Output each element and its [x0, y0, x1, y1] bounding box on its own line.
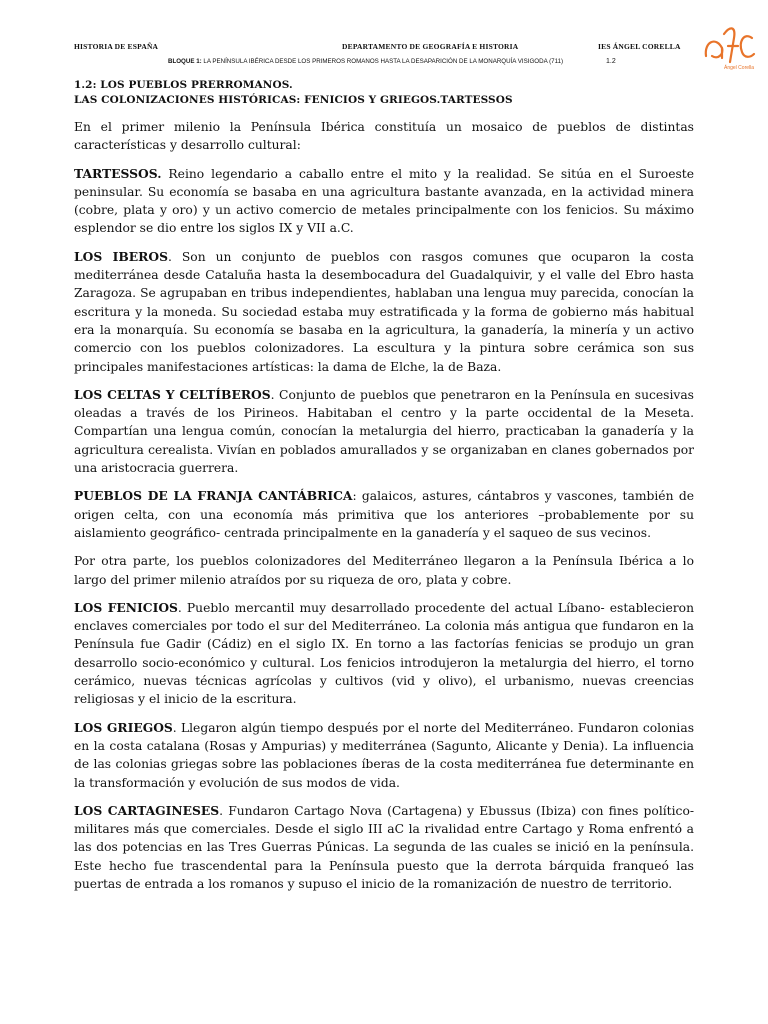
block-label: BLOQUE 1: [168, 58, 202, 65]
paragraph-tartessos [74, 165, 694, 238]
paragraph-griegos [74, 719, 694, 792]
school-logo [700, 12, 756, 72]
text-fenicios: . Pueblo mercantil muy desarrollado procedente del actual Líbano- establecieron enclaves comerciales por todo el sur del Mediterráneo. La colonia más antigua que fundaron en la Península fue Gadir (Cádiz) en el siglo IX. En torno a las factorías fenicias se produjo un gran desarrollo socio-económico y cultural. Los fenicios introdujeron la metalurgia del hierro, el torno cerámico, nuevas técnicas agrícolas y cultivos (vid y olivo), el urbanismo, nuevas creencias religiosas y el inicio de la escritura. [74, 600, 694, 707]
document-body [74, 78, 694, 903]
title-number: 1.2 [74, 79, 93, 91]
text-cantabrica: : galaicos, astures, cántabros y vascones, también de origen celta, con una economía más primitiva que los anteriores –probablemente por su aislamiento geográfico- centrada principalmente en la ganadería y el saqueo de sus vecinos. [74, 489, 694, 540]
header-school: IES ÁNGEL CORELLA [598, 42, 681, 51]
section-title [74, 78, 694, 108]
paragraph-intro: En el primer milenio la Península Ibérica constituía un mosaico de pueblos de distintas características y desarrollo cultural: [74, 120, 694, 153]
text-celtas: . Conjunto de pueblos que penetraron en la Península en sucesivas oleadas a través de los Pirineos. Habitaban el centro y la parte occidental de la Meseta. Compartían una lengua común, conocían la metalurgia del hierro, practicaban la ganadería y la agricultura cerealista. Vivían en poblados amurallados y se organizaban en clanes gobernados por una aristocracia guerrera. [74, 387, 694, 476]
page-number: 1.2 [606, 58, 616, 65]
paragraph-fenicios [74, 599, 694, 709]
text-iberos: . Son un conjunto de pueblos con rasgos comunes que ocuparon la costa mediterránea desde Cataluña hasta la desembocadura del Guadalquivir, y el valle del Ebro hasta Zaragoza. Se agrupaban en tribus independientes, hablaban una lengua muy parecida, conocían la escritura y la moneda. Su sociedad estaba muy estratificada y la forma de gobierno más habitual era la monarquía. Su economía se basaba en la agricultura, la ganadería, la minería y un activo comercio con los pueblos colonizadores. La escultura y la pintura sobre cerámica son sus principales manifestaciones artísticas: la dama de Elche, la de Baza. [74, 249, 694, 374]
title-line-1: : LOS PUEBLOS PRERROMANOS. [92, 79, 293, 91]
paragraph-iberos [74, 248, 694, 376]
paragraph-celtas [74, 386, 694, 477]
text-tartessos: Reino legendario a caballo entre el mito y la realidad. Se sitúa en el Suroeste peninsular. Su economía se basaba en una agricultura bastante avanzada, en la actividad minera (cobre, plata y oro) y un activo comercio de metales principalmente con los fenicios. Su máximo esplendor se dio entre los siglos IX y VII a.C. [74, 166, 694, 236]
heading-cartagineses: LOS CARTAGINESES [74, 802, 220, 818]
text-cartagineses: . Fundaron Cartago Nova (Cartagena) y Ebussus (Ibiza) con fines político-militares más que comerciales. Desde el siglo III aC la rivalidad entre Cartago y Roma enfrentó a las dos potencias en las Tres Guerras Púnicas. La segunda de las cuales se inició en la península. Este hecho fue trascendental para la Península puesto que la derrota bárquida franqueó las puertas de entrada a los romanos y supuso el inicio de la romanización de nuestro de territorio. [74, 803, 695, 891]
logo-text: Ángel Corella [724, 65, 755, 71]
heading-iberos: LOS IBEROS [74, 248, 168, 264]
block-title: LA PENÍNSULA IBÉRICA DESDE LOS PRIMEROS ROMANOS HASTA LA DESAPARICIÓN DE LA MONARQUÍA VISIGODA (711) [201, 58, 564, 65]
heading-cantabrica: PUEBLOS DE LA FRANJA CANTÁBRICA [74, 488, 353, 504]
heading-celtas: LOS CELTAS Y CELTÍBEROS [74, 386, 271, 402]
heading-fenicios: LOS FENICIOS [74, 599, 178, 615]
text-griegos: . Llegaron algún tiempo después por el norte del Mediterráneo. Fundaron colonias en la costa catalana (Rosas y Ampurias) y mediterránea (Sagunto, Alicante y Denia). La influencia de las colonias griegas sobre las poblaciones íberas de la costa mediterránea fue determinante en la transformación y evolución de sus modos de vida. [74, 720, 694, 790]
header-block-line [168, 58, 648, 70]
paragraph-colonizadores: Por otra parte, los pueblos colonizadores del Mediterráneo llegaron a la Península Ibérica a lo largo del primer milenio atraídos por su riqueza de oro, plata y cobre. [74, 554, 694, 587]
header-subject: HISTORIA DE ESPAÑA [74, 42, 159, 51]
header-department: DEPARTAMENTO DE GEOGRAFÍA E HISTORIA [342, 42, 519, 51]
paragraph-cantabrica [74, 487, 694, 542]
heading-tartessos: TARTESSOS. [74, 165, 162, 181]
paragraph-cartagineses [74, 802, 694, 893]
title-line-2: LAS COLONIZACIONES HISTÓRICAS: FENICIOS Y GRIEGOS.TARTESSOS [74, 94, 513, 106]
heading-griegos: LOS GRIEGOS [74, 719, 173, 735]
page-header [74, 42, 694, 56]
